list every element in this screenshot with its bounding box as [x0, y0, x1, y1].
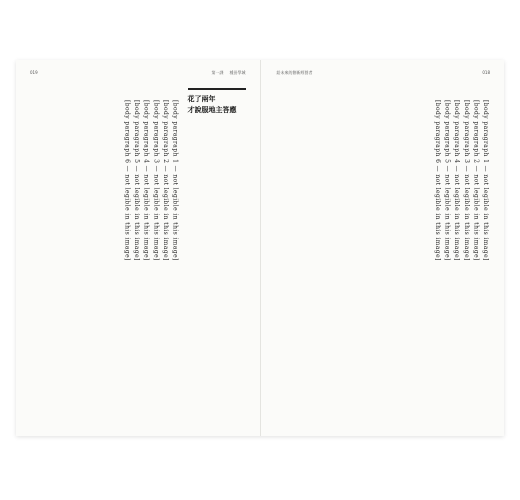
section-heading — [188, 88, 246, 119]
right-running-head: 給未來的創新經營者 — [276, 70, 313, 75]
body-paragraph: [body paragraph 2 — not legible in this image] — [472, 100, 480, 261]
section-heading-rule — [188, 88, 246, 90]
right-body-text — [274, 88, 490, 418]
body-paragraph: [body paragraph 5 — not legible in this image] — [443, 100, 451, 261]
body-paragraph: [body paragraph 6 — not legible in this image] — [123, 100, 131, 261]
body-paragraph: [body paragraph 1 — not legible in this image] — [482, 100, 489, 261]
body-paragraph: [body paragraph 6 — not legible in this image] — [434, 100, 442, 261]
body-paragraph: [body paragraph 4 — not legible in this image] — [453, 100, 461, 261]
section-heading-line-2: 才說服地主答應 — [187, 105, 237, 114]
book-spread — [16, 60, 504, 436]
body-paragraph: [body paragraph 4 — not legible in this image] — [142, 100, 150, 261]
body-paragraph: [body paragraph 3 — not legible in this image] — [462, 100, 470, 261]
left-page — [16, 60, 261, 436]
body-paragraph: [body paragraph 1 — not legible in this image] — [171, 100, 179, 261]
left-page-number: 019 — [30, 70, 38, 75]
body-paragraph: [body paragraph 2 — not legible in this image] — [161, 100, 169, 261]
right-page-number: 018 — [482, 70, 490, 75]
running-head-title: 種田學城 — [229, 70, 246, 75]
section-heading-line-1: 花了兩年 — [187, 94, 216, 103]
body-paragraph: [body paragraph 3 — not legible in this image] — [152, 100, 160, 261]
left-running-head — [212, 70, 246, 76]
body-paragraph: [body paragraph 5 — not legible in this image] — [133, 100, 141, 261]
left-body-text — [30, 88, 180, 418]
running-head-chapter: 第一課 — [211, 70, 224, 75]
right-page — [261, 60, 505, 436]
